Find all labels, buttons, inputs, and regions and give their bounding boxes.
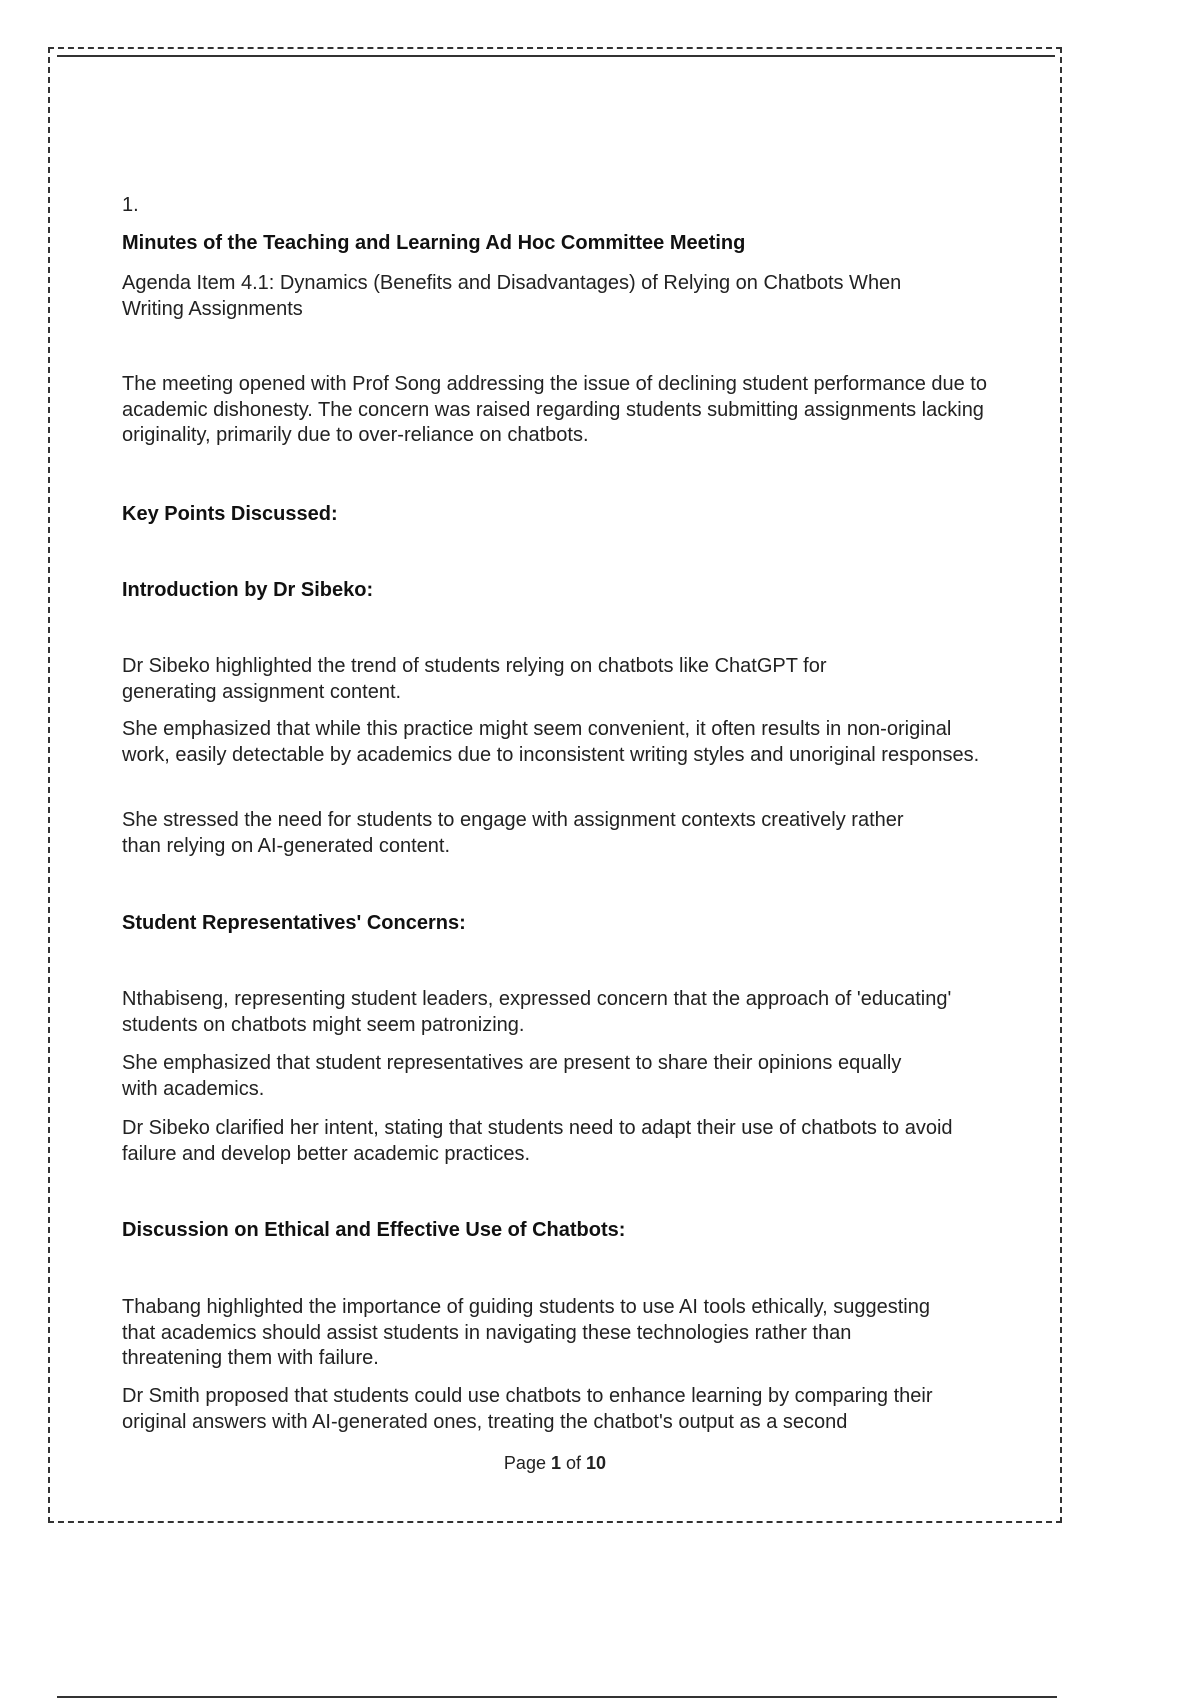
key-points-heading: Key Points Discussed:	[122, 503, 338, 525]
total-pages: 10	[586, 1453, 607, 1473]
opening-paragraph: The meeting opened with Prof Song addressing the issue of declining student performance due to academic dishonesty. The concern was raised regarding students submitting assignments lacking originality, primarily due to over-reliance on chatbots.	[122, 373, 987, 446]
section-heading: Student Representatives' Concerns:	[122, 912, 466, 934]
paragraph: Dr Sibeko clarified her intent, stating that students need to adapt their use of chatbots to avoid failure and develop better academic practices.	[122, 1117, 953, 1165]
header-rule	[57, 55, 1055, 57]
paragraph: Dr Sibeko highlighted the trend of students relying on chatbots like ChatGPT for generating assignment content.	[122, 655, 827, 703]
paragraph: Dr Smith proposed that students could use chatbots to enhance learning by comparing their original answers with AI-generated ones, treating the chatbot's output as a second	[122, 1385, 933, 1433]
next-page-rule	[57, 1696, 1057, 1698]
paragraph: Thabang highlighted the importance of guiding students to use AI tools ethically, suggesting that academics should assist students in navigating these technologies rather than threatening them with failure.	[122, 1296, 930, 1369]
item-number: 1.	[122, 194, 139, 216]
current-page: 1	[550, 1453, 561, 1473]
document-title: Minutes of the Teaching and Learning Ad Hoc Committee Meeting	[122, 232, 746, 254]
paragraph: She stressed the need for students to engage with assignment contexts creatively rather than relying on AI-generated content.	[122, 809, 904, 857]
section-heading: Introduction by Dr Sibeko:	[122, 579, 374, 601]
page-label: Page	[503, 1453, 546, 1473]
paragraph: She emphasized that while this practice might seem convenient, it often results in non-original work, easily detectable by academics due to inconsistent writing styles and unoriginal responses.	[122, 718, 980, 766]
page-of-label: of	[566, 1453, 582, 1473]
paragraph: She emphasized that student representatives are present to share their opinions equally with academics.	[122, 1052, 902, 1100]
paragraph: Nthabiseng, representing student leaders, expressed concern that the approach of 'educating' students on chatbots might seem patronizing.	[122, 988, 952, 1036]
page-number	[0, 1453, 1110, 1474]
agenda-item: Agenda Item 4.1: Dynamics (Benefits and Disadvantages) of Relying on Chatbots When Writing Assignments	[122, 272, 902, 320]
section-heading: Discussion on Ethical and Effective Use of Chatbots:	[122, 1219, 626, 1241]
